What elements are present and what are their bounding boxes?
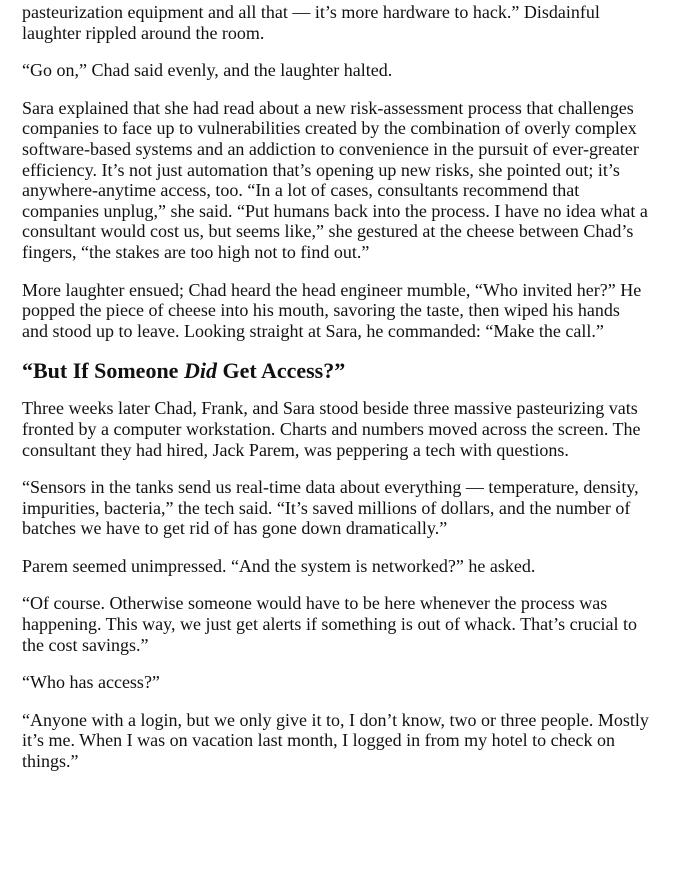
paragraph: Three weeks later Chad, Frank, and Sara stood beside three massive pasteurizing vats fronted by a computer workstation. Charts and numbers moved across the screen. The consultant they had hired, Jack Parem, was peppering a tech with questions.: [22, 398, 641, 460]
paragraph: “Sensors in the tanks send us real-time data about everything — temperature, density, impurities, bacteria,” the tech said. “It’s saved millions of dollars, and the number of batches we have to get rid of has gone down dramatically.”: [22, 477, 639, 539]
paragraph: More laughter ensued; Chad heard the head engineer mumble, “Who invited her?” He popped the piece of cheese into his mouth, savoring the taste, then wiped his hands and stood up to leave. Looking straight at Sara, he commanded: “Make the call.”: [22, 279, 642, 341]
article-body: [22, 2, 650, 789]
heading-part: “But If Someone: [22, 358, 184, 384]
paragraph: pasteurization equipment and all that — it’s more hardware to hack.” Disdainful laughter rippled around the room.: [22, 2, 600, 43]
heading-part: Get Access?”: [216, 358, 346, 384]
paragraph: Parem seemed unimpressed. “And the system is networked?” he asked.: [22, 555, 536, 576]
paragraph: “Go on,” Chad said evenly, and the laughter halted.: [22, 60, 393, 81]
paragraph: “Who has access?”: [22, 672, 160, 693]
paragraph: “Of course. Otherwise someone would have to be here whenever the process was happening. This way, we just get alerts if something is out of whack. That’s crucial to the cost savings.”: [22, 593, 638, 655]
heading-emphasis: Did: [183, 358, 217, 384]
paragraph: “Anyone with a login, but we only give it to, I don’t know, two or three people. Mostly it’s me. When I was on vacation last month, I logged in from my hotel to check on things.”: [22, 709, 649, 772]
paragraph: Sara explained that she had read about a new risk-assessment process that challenges companies to face up to vulnerabilities created by the combination of overly complex software-based systems and an addiction to convenience in the pursuit of ever-greater efficiency. It’s not just automation that’s opening up new risks, she pointed out; it’s anywhere-anytime access, too. “In a lot of cases, consultants recommend that companies unplug,” she said. “Put humans back into the process. I have no idea what a consultant would cost us, but seems like,” she gestured at the cheese between Chad’s fingers, “the stakes are too high not to find out.”: [22, 97, 648, 262]
section-heading: [22, 358, 650, 384]
